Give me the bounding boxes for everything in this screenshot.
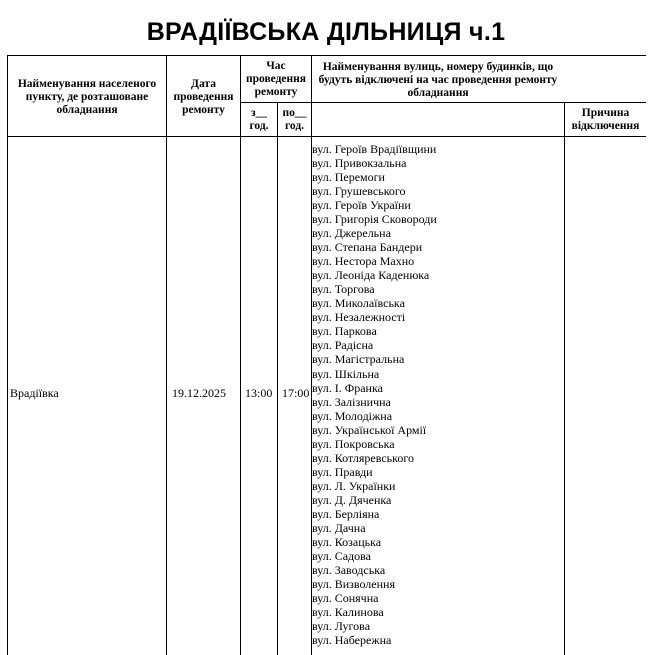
street-item: вул. Шкільна xyxy=(312,366,380,381)
header-bottom-border xyxy=(7,136,646,137)
street-item: вул. Героїв Врадіївщини xyxy=(312,142,437,156)
street-item: вул. Миколаївська xyxy=(312,296,405,311)
street-item: вул. Героїв України xyxy=(312,198,411,213)
street-item: вул. Магістральна xyxy=(312,352,405,367)
street-item: вул. Торгова xyxy=(312,282,375,297)
street-item: вул. Дачна xyxy=(312,520,366,535)
street-item: вул. Степана Бандери xyxy=(312,240,423,255)
street-item: вул. Паркова xyxy=(312,324,377,339)
street-item: вул. Григорія Сковороди xyxy=(312,212,437,227)
street-item: вул. Козацька xyxy=(312,534,382,549)
street-item: вул. Д. Дяченка xyxy=(312,492,392,507)
street-item: вул. Л. Українки xyxy=(312,478,396,493)
date-cell: 19.12.2025 xyxy=(172,386,226,400)
street-item: вул. Джерельна xyxy=(312,226,391,241)
street-item: вул. Набережна xyxy=(312,633,392,648)
street-item: вул. Перемоги xyxy=(312,170,385,185)
col-divider-2 xyxy=(240,55,241,655)
table-border-top xyxy=(7,55,646,56)
street-item: вул. Котляревського xyxy=(312,450,414,465)
street-item: вул. Незалежності xyxy=(312,310,406,325)
street-item: вул. Молодіжна xyxy=(312,408,393,423)
street-item: вул. Залізнична xyxy=(312,394,391,409)
street-item: вул. Нестора Махно xyxy=(312,254,415,269)
street-item: вул. І. Франка xyxy=(312,380,383,395)
street-item: вул. Привокзальна xyxy=(312,156,407,171)
header-date: Дата проведення ремонту xyxy=(173,77,234,116)
street-item: вул. Садова xyxy=(312,548,371,563)
time-from-cell: 13:00 xyxy=(245,386,273,400)
street-item: вул. Радісна xyxy=(312,338,374,353)
street-item: вул. Берліяна xyxy=(312,506,380,521)
street-item: вул. Лугова xyxy=(312,619,371,634)
street-item: вул. Української Армії xyxy=(312,422,427,437)
header-settlement: Найменування населеного пункту, де розташоване обладнання xyxy=(17,77,157,116)
street-item: вул. Правди xyxy=(312,464,373,479)
reason-header-divider xyxy=(311,102,646,103)
col-divider-5 xyxy=(564,102,565,655)
page-title: ВРАДІЇВСЬКА ДІЛЬНИЦЯ ч.1 xyxy=(146,18,506,46)
street-item: вул. Визволення xyxy=(312,576,395,591)
col-divider-1 xyxy=(166,55,167,655)
table-border-left xyxy=(7,55,8,655)
header-time: Час проведення ремонту xyxy=(245,59,307,98)
time-to-cell: 17:00 xyxy=(282,386,310,400)
street-item: вул. Сонячна xyxy=(312,591,379,605)
col-divider-3 xyxy=(277,102,278,655)
street-item: вул. Грушевського xyxy=(312,184,406,199)
settlement-cell: Врадіївка xyxy=(10,386,59,400)
street-item: вул. Калинова xyxy=(312,605,384,620)
header-reason: Причина відключення xyxy=(571,107,640,132)
street-item: вул. Леоніда Каденюка xyxy=(312,268,430,283)
street-item: вул. Покровська xyxy=(312,436,395,451)
header-streets: Найменування вулиць, номеру будинків, що будуть відключені на час проведення ремонту обладнання xyxy=(318,60,558,99)
time-header-divider xyxy=(240,102,311,103)
street-item: вул. Заводська xyxy=(312,562,386,577)
header-to: по__ год. xyxy=(282,107,307,132)
header-from: з__ год. xyxy=(249,107,269,132)
street-list xyxy=(312,142,562,647)
